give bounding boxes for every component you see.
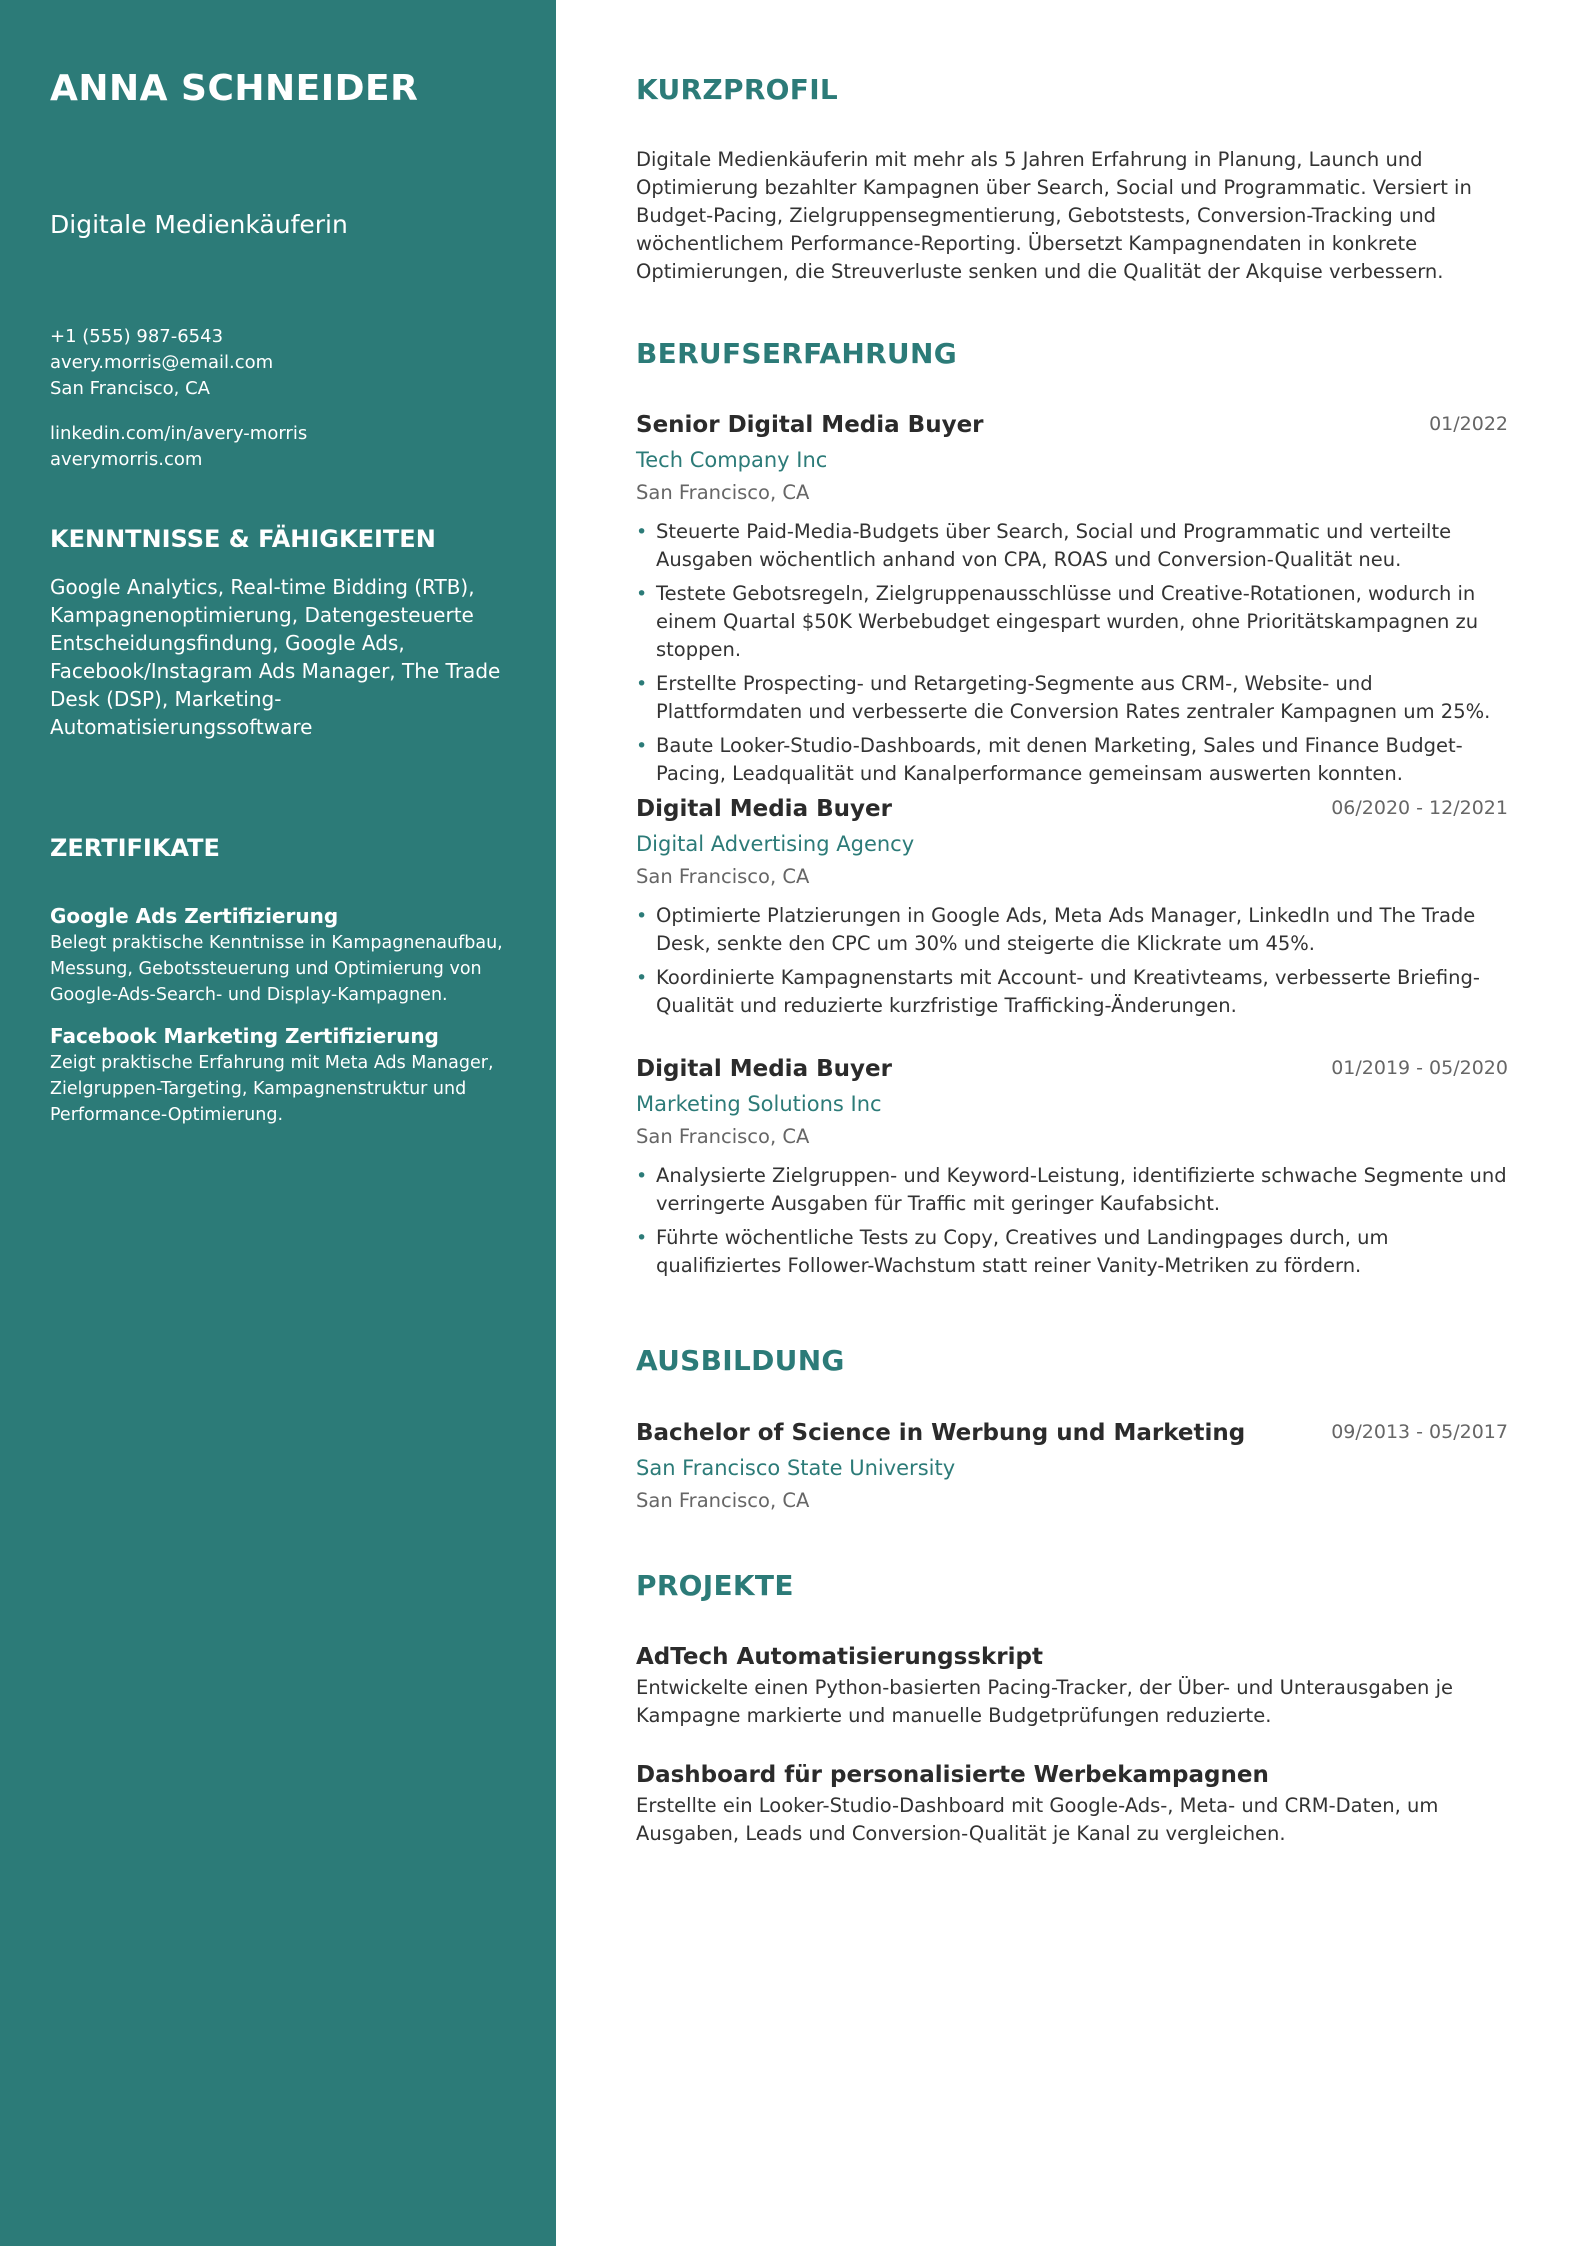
job-company: Tech Company Inc (636, 448, 828, 472)
project-desc: Entwickelte einen Python-basierten Pacing-Tracker, der Über- und Unterausgaben je Kampagne markierte und manuelle Budgetprüfungen reduzierte. (636, 1676, 1454, 1727)
job-location: San Francisco, CA (636, 481, 810, 504)
links-block (50, 421, 510, 473)
job-date: 06/2020 - 12/2021 (1331, 797, 1508, 819)
job-date: 01/2019 - 05/2020 (1331, 1057, 1508, 1079)
certificate-item (50, 902, 510, 1008)
job-bullets (636, 518, 1508, 788)
job-title: Digital Media Buyer (636, 1056, 892, 1082)
list-item: • Erstellte Prospecting- und Retargeting-Segmente aus CRM-, Website- und Plattformdaten und verbesserte die Conversion Rates zentraler Kampagnen um 25%. (636, 670, 1508, 726)
job-title: Senior Digital Media Buyer (636, 412, 984, 438)
location: San Francisco, CA (50, 378, 210, 399)
project-entry (636, 1758, 1508, 1848)
website-link: averymorris.com (50, 449, 203, 470)
job-bullets (636, 1162, 1508, 1280)
experience-heading: BERUFSERFAHRUNG (636, 337, 957, 370)
linkedin-link: linkedin.com/in/avery-morris (50, 423, 308, 444)
list-item: • Testete Gebotsregeln, Zielgruppenausschlüsse und Creative-Rotationen, wodurch in einem Quartal $50K Werbebudget eingespart wurden, ohne Prioritätskampagnen zu stoppen. (636, 580, 1508, 664)
school-name: San Francisco State University (636, 1456, 956, 1480)
school-location: San Francisco, CA (636, 1489, 810, 1512)
job-entry (636, 792, 1508, 1026)
certificate-desc: Zeigt praktische Erfahrung mit Meta Ads Manager, Zielgruppen-Targeting, Kampagnenstruktur und Performance-Optimierung. (50, 1053, 494, 1125)
job-entry (636, 1052, 1508, 1286)
certificate-title: Facebook Marketing Zertifizierung (50, 1024, 439, 1048)
project-title: AdTech Automatisierungsskript (636, 1644, 1043, 1670)
project-entry (636, 1640, 1508, 1730)
contact-block (50, 324, 510, 402)
job-company: Marketing Solutions Inc (636, 1092, 882, 1116)
certificates-heading: ZERTIFIKATE (50, 834, 220, 862)
job-title: Digital Media Buyer (636, 796, 892, 822)
list-item: • Analysierte Zielgruppen- und Keyword-Leistung, identifizierte schwache Segmente und verringerte Ausgaben für Traffic mit geringer Kaufabsicht. (636, 1162, 1508, 1218)
skills-list: Google Analytics, Real-time Bidding (RTB), Kampagnenoptimierung, Datengesteuerte Entscheidungsfindung, Google Ads, Facebook/Instagram Ads Manager, The Trade Desk (DSP), Marketing-Automatisierungssoftware (50, 575, 501, 739)
education-date: 09/2013 - 05/2017 (1331, 1421, 1508, 1443)
email: avery.morris@email.com (50, 352, 274, 373)
education-heading: AUSBILDUNG (636, 1344, 845, 1377)
candidate-name: ANNA SCHNEIDER (50, 68, 419, 109)
phone: +1 (555) 987-6543 (50, 326, 224, 347)
job-bullets (636, 902, 1508, 1020)
skills-heading: KENNTNISSE & FÄHIGKEITEN (50, 525, 436, 553)
summary-heading: KURZPROFIL (636, 73, 839, 106)
list-item: • Steuerte Paid-Media-Budgets über Search, Social und Programmatic und verteilte Ausgaben wöchentlich anhand von CPA, ROAS und Conversion-Qualität neu. (636, 518, 1508, 574)
project-desc: Erstellte ein Looker-Studio-Dashboard mit Google-Ads-, Meta- und CRM-Daten, um Ausgaben, Leads und Conversion-Qualität je Kanal zu vergleichen. (636, 1794, 1439, 1845)
list-item: • Koordinierte Kampagnenstarts mit Account- und Kreativteams, verbesserte Briefing-Qualität und reduzierte kurzfristige Trafficking-Änderungen. (636, 964, 1508, 1020)
certificate-desc: Belegt praktische Kenntnisse in Kampagnenaufbau, Messung, Gebotssteuerung und Optimierung von Google-Ads-Search- und Display-Kampagnen. (50, 933, 503, 1005)
list-item: • Führte wöchentliche Tests zu Copy, Creatives und Landingpages durch, um qualifiziertes Follower-Wachstum statt reiner Vanity-Metriken zu fördern. (636, 1224, 1508, 1280)
certificate-title: Google Ads Zertifizierung (50, 904, 339, 928)
list-item: • Baute Looker-Studio-Dashboards, mit denen Marketing, Sales und Finance Budget-Pacing, Leadqualität und Kanalperformance gemeinsam auswerten konnten. (636, 732, 1508, 788)
degree-title: Bachelor of Science in Werbung und Marketing (636, 1420, 1246, 1446)
projects-heading: PROJEKTE (636, 1569, 794, 1602)
job-company: Digital Advertising Agency (636, 832, 915, 856)
candidate-role: Digitale Medienkäuferin (50, 210, 348, 239)
job-location: San Francisco, CA (636, 1125, 810, 1148)
job-date: 01/2022 (1429, 413, 1508, 435)
list-item: • Optimierte Platzierungen in Google Ads, Meta Ads Manager, LinkedIn und The Trade Desk, senkte den CPC um 30% und steigerte die Klickrate um 45%. (636, 902, 1508, 958)
summary-text: Digitale Medienkäuferin mit mehr als 5 Jahren Erfahrung in Planung, Launch und Optimierung bezahlter Kampagnen über Search, Social und Programmatic. Versiert in Budget-Pacing, Zielgruppensegmentierung, Gebotstests, Conversion-Tracking und wöchentlichem Performance-Reporting. Übersetzt Kampagnendaten in konkrete Optimierungen, die Streuverluste senken und die Qualität der Akquise verbessern. (636, 148, 1472, 283)
certificate-item (50, 1022, 510, 1128)
education-entry (636, 1416, 1508, 1516)
job-location: San Francisco, CA (636, 865, 810, 888)
sidebar (0, 0, 556, 2246)
job-entry (636, 408, 1508, 794)
project-title: Dashboard für personalisierte Werbekampagnen (636, 1762, 1269, 1788)
